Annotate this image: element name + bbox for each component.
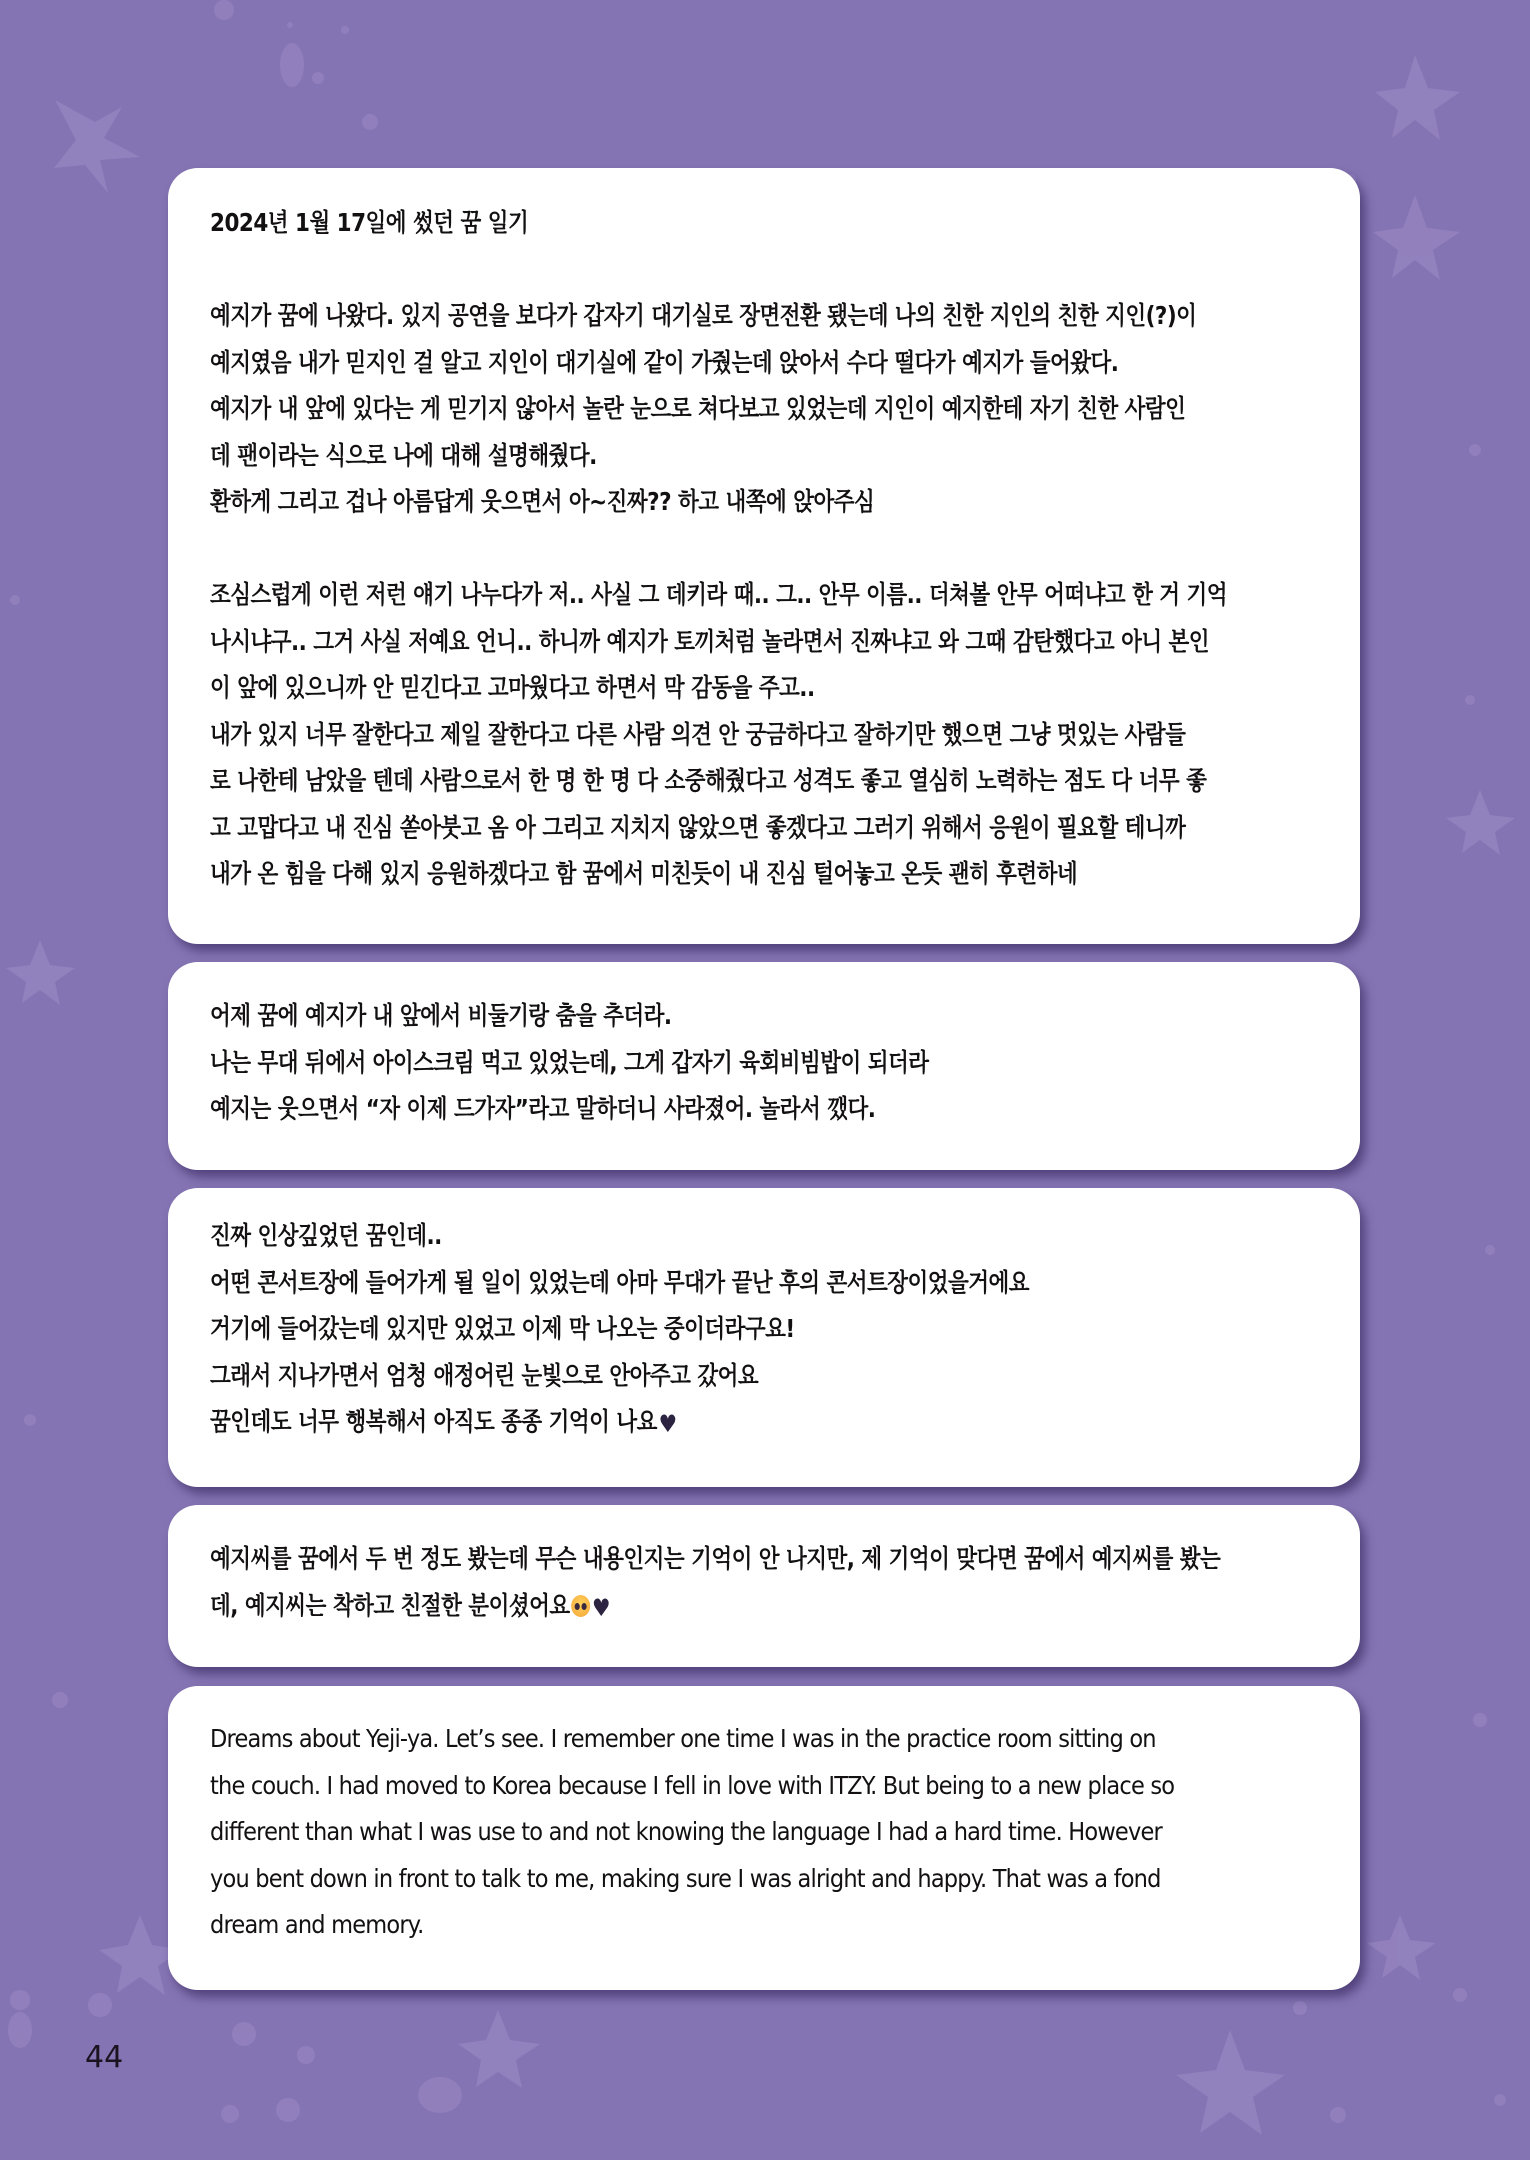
pleading-face-emoji-icon: [571, 1595, 590, 1617]
dream-entry-card-4: [168, 1505, 1360, 1667]
dream-entry-card-5: [168, 1686, 1360, 1990]
star-icon: [1446, 790, 1515, 855]
entry-text-line: [210, 1583, 1165, 1632]
entry-text: 데, 예지씨는 착하고 친절한 분이셨어요: [210, 1590, 570, 1620]
entry-text-line: 내가 있지 너무 잘한다고 제일 잘한다고 다른 사람 의견 안 궁금하다고 잘하기만 했으면 그냥 멋있는 사람들: [210, 719, 1186, 749]
entry-text-line: Dreams about Yeji-ya. Let’s see. I remember one time I was in the practice room sitting on: [210, 1724, 1156, 1753]
entry-text: 꿈인데도 너무 행복해서 아직도 종종 기억이 나요: [210, 1407, 657, 1436]
entry-text-line: the couch. I had moved to Korea because I fell in love with ITZY. But being to a new place so: [210, 1770, 1175, 1800]
entry-text-line: 조심스럽게 이런 저런 얘기 나누다가 저.. 사실 그 데키라 때.. 그.. 안무 이름.. 더쳐볼 안무 어떠냐고 한 거 기억: [210, 580, 1228, 609]
dream-entry-card-1: [168, 168, 1360, 944]
entry-text-line: 거기에 들어갔는데 있지만 있었고 이제 막 나오는 중이더라구요!: [210, 1314, 795, 1343]
star-icon: [458, 2010, 540, 2088]
entry-text-line: 내가 온 힘을 다해 있지 응원하겠다고 함 꿈에서 미친듯이 내 진심 털어놓고 온듯 괜히 후련하네: [210, 859, 1078, 888]
entry-text-line: you bent down in front to talk to me, making sure I was alright and happy. That was a fond: [210, 1863, 1161, 1893]
black-heart-icon: ♥: [591, 1593, 610, 1622]
blank-line: [210, 247, 1320, 294]
entry-text-line: 로 나한테 남았을 텐데 사람으로서 한 명 한 명 다 소중해줬다고 성격도 좋고 열심히 노력하는 점도 다 너무 좋: [210, 766, 1207, 795]
entry-text-line: 예지였음 내가 믿지인 걸 알고 지인이 대기실에 같이 가줬는데 앉아서 수다 떨다가 예지가 들어왔다.: [210, 347, 1119, 377]
entry-text-line: 예지가 내 앞에 있다는 게 믿기지 않아서 놀란 눈으로 쳐다보고 있었는데 지인이 예지한테 자기 친한 사람인: [210, 394, 1186, 423]
entry-text-line: 예지는 웃으면서 “자 이제 드가자”라고 말하더니 사라졌어. 놀라서 깼다.: [210, 1094, 876, 1123]
entry-text-line: 어떤 콘서트장에 들어가게 될 일이 있었는데 아마 무대가 끝난 후의 콘서트장이었을거에요: [210, 1267, 1030, 1297]
star-icon: [1373, 195, 1460, 280]
page-number: 44: [85, 2040, 124, 2075]
dream-entry-card-2: [168, 962, 1360, 1170]
entry-text-line: dream and memory.: [210, 1910, 424, 1939]
entry-text-line: 진짜 인상깊었던 꿈인데..: [210, 1221, 442, 1250]
blank-line: [210, 526, 1320, 573]
entry-text-line: 고 고맙다고 내 진심 쏟아붓고 옴 아 그리고 지치지 않았으면 좋겠다고 그러기 위해서 응원이 필요할 테니까: [210, 812, 1186, 842]
entry-text-line: 환하게 그리고 겁나 아름답게 웃으면서 아~진짜?? 하고 내쪽에 앉아주심: [210, 487, 875, 516]
entry-text-line: 어제 꿈에 예지가 내 앞에서 비둘기랑 춤을 추더라.: [210, 1001, 672, 1030]
entry-text-line: 예지씨를 꿈에서 두 번 정도 봤는데 무슨 내용인지는 기억이 안 나지만, 제 기억이 맞다면 꿈에서 예지씨를 봤는: [210, 1544, 1221, 1573]
entry-text-line: 예지가 꿈에 나왔다. 있지 공연을 보다가 갑자기 대기실로 장면전환 됐는데 나의 친한 지인의 친한 지인(?)이: [210, 301, 1197, 330]
star-icon: [6, 940, 75, 1005]
dream-entry-card-3: [168, 1188, 1360, 1487]
entry-text-line: different than what I was use to and not knowing the language I had a hard time. However: [210, 1817, 1162, 1846]
entry-text-line: [210, 1399, 1165, 1448]
black-heart-icon: ♥: [658, 1410, 677, 1438]
entry-text-line: 나는 무대 뒤에서 아이스크림 먹고 있었는데, 그게 갑자기 육회비빔밥이 되더라: [210, 1047, 929, 1077]
entry-text-line: 이 앞에 있으니까 안 믿긴다고 고마웠다고 하면서 막 감동을 주고..: [210, 673, 815, 702]
entry-text-line: 데 팬이라는 식으로 나에 대해 설명해줬다.: [210, 440, 597, 470]
star-icon: [1176, 2030, 1285, 2135]
star-icon: [1367, 1915, 1436, 1980]
star-icon: [1375, 55, 1460, 140]
star-icon: [54, 100, 140, 193]
entry-title: 2024년 1월 17일에 썼던 꿈 일기: [210, 208, 529, 237]
entry-text-line: 그래서 지나가면서 엄청 애정어린 눈빛으로 안아주고 갔어요: [210, 1360, 759, 1390]
entry-text-line: 나시냐구.. 그거 사실 저예요 언니.. 하니까 예지가 토끼처럼 놀라면서 진짜냐고 와 그때 감탄했다고 아니 본인: [210, 626, 1210, 656]
